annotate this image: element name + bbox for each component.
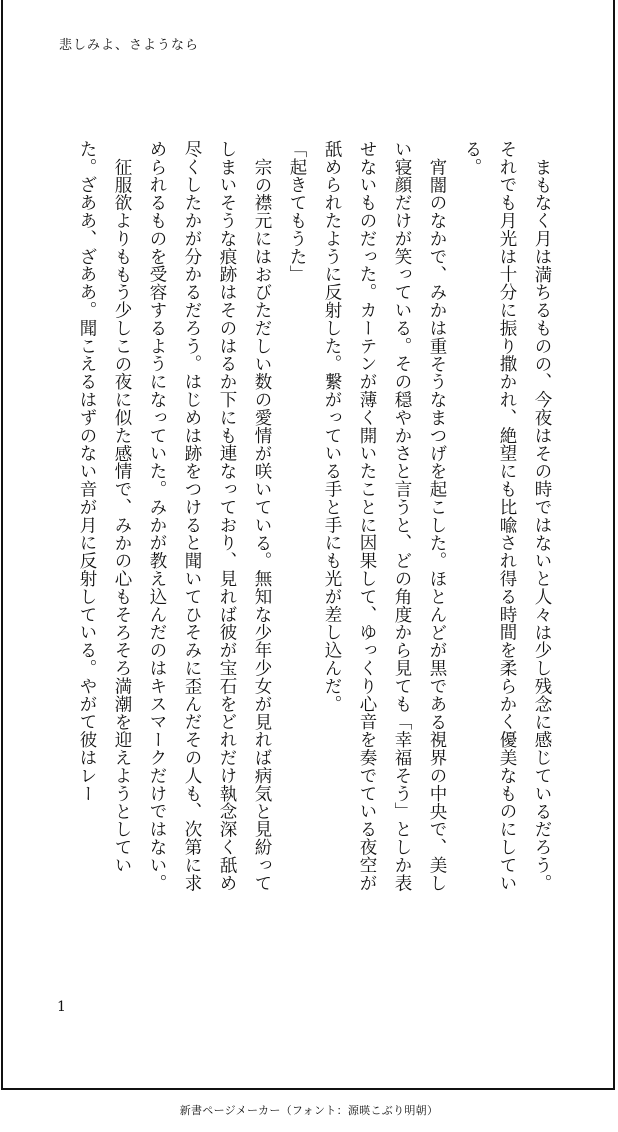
page-frame <box>1 0 615 1090</box>
vertical-body-text <box>69 140 559 900</box>
paragraph-4: 征服欲よりももう少しこの夜に似た感情で、みかの心もそろそろ満潮を迎えようとしていた。ざああ、ざああ。聞こえるはずのない音が月に反射している。やがて彼はレー <box>77 140 132 874</box>
paragraph-1: まもなく月は満ちるものの、今夜はその時ではないと人々は少し残念に感じているだろう。それでも月光は十分に振り撒かれ、絶望にも比喩され得る時間を柔らかく優美なものにしている。 <box>462 140 552 892</box>
paragraph-3: 宗の襟元にはおびただしい数の愛情が咲いている。無知な少年少女が見れば病気と見紛ってしまいそうな痕跡はそのはるか下にも連なっており、見れば彼が宝石をどれだけ執念深く舐め尽くしたかが分かるだろう。はじめは跡をつけると聞いてひそみに歪んだその人も、次第に求められるものを受容するようになっていた。みかが教え込んだのはキスマークだけではない。 <box>147 140 272 892</box>
paragraph-2: 宵闇のなかで、みかは重そうなまつげを起こした。ほとんどが黒である視界の中央で、美しい寝顔だけが笑っている。その穏やかさと言うと、どの角度から見ても「幸福そう」としか表せないものだった。カーテンが薄く開いたことに因果して、ゆっくり心音を奏でている夜空が舐められたように反射した。繋がっている手と手にも光が差し込んだ。 <box>322 140 447 892</box>
page-number: 1 <box>57 999 66 1015</box>
running-header-title: 悲しみよ、さようなら <box>59 38 200 53</box>
dialogue-line: 「起きてもうた」 <box>287 140 307 284</box>
footer-credit: 新書ページメーカー（フォント：源暎こぶり明朝） <box>179 1104 439 1117</box>
